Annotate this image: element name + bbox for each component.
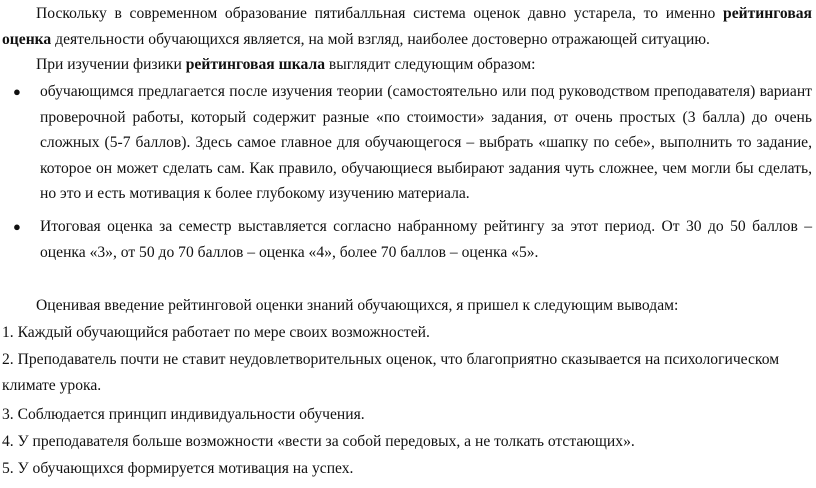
conclusion-item-3: 3. Соблюдается принцип индивидуальности обучения. [2,406,365,423]
physics-text-2: выглядит следующим образом: [325,56,536,73]
conclusion-intro: Оценивая введение рейтинговой оценки знаний обучающихся, я пришел к следующим выводам: [36,297,679,314]
physics-paragraph [2,52,812,78]
physics-text-1: При изучении физики [36,56,186,73]
intro-text-2: деятельности обучающихся является, на мой взгляд, наиболее достоверно отражающей ситуацию. [51,30,710,48]
intro-text-1: Поскольку в современном образование пятибалльная система оценок давно устарела, то именно [36,5,724,22]
conclusion-item-2: 2. Преподаватель почти не ставит неудовлетворительных оценок, что благоприятно сказывается на психологическом климате урока. [2,351,780,394]
physics-bold-term: рейтинговая шкала [185,56,326,73]
bullet-item-2: Итоговая оценка за семестр выставляется согласно набранному рейтингу за этот период. От 30 до 50 баллов – оценка «3», от 50 до 70 баллов – оценка «4», более 70 баллов – оценка «5». [40,218,812,261]
conclusion-item-4: 4. У преподавателя больше возможности «вести за собой передовых, а не толкать отстающих». [2,433,635,450]
bullet-icon: ● [13,219,21,234]
conclusion-item-5: 5. У обучающихся формируется мотивация на успех. [2,460,354,477]
bullet-item-1: обучающимся предлагается после изучения теории (самостоятельно или под руководством преподавателя) вариант проверочной работы, который содержит разные «по стоимости» задания, от очень простых (3 балла) до очень сложных (5-7 баллов). Здесь самое главное для обучающегося – выбрать «шапку по себе», выполнить то задание, которое он может сделать сам. Как правило, обучающиеся выбирают задания чуть сложнее, чем могли бы сделать, но это и есть мотивация к более глубокому изучению материала. [40,83,812,202]
intro-bold-term: рейтинговая оценка [2,5,812,48]
bullet-icon: ● [13,84,21,99]
conclusion-item-1: 1. Каждый обучающийся работает по мере своих возможностей. [2,324,430,341]
intro-paragraph [2,1,812,52]
